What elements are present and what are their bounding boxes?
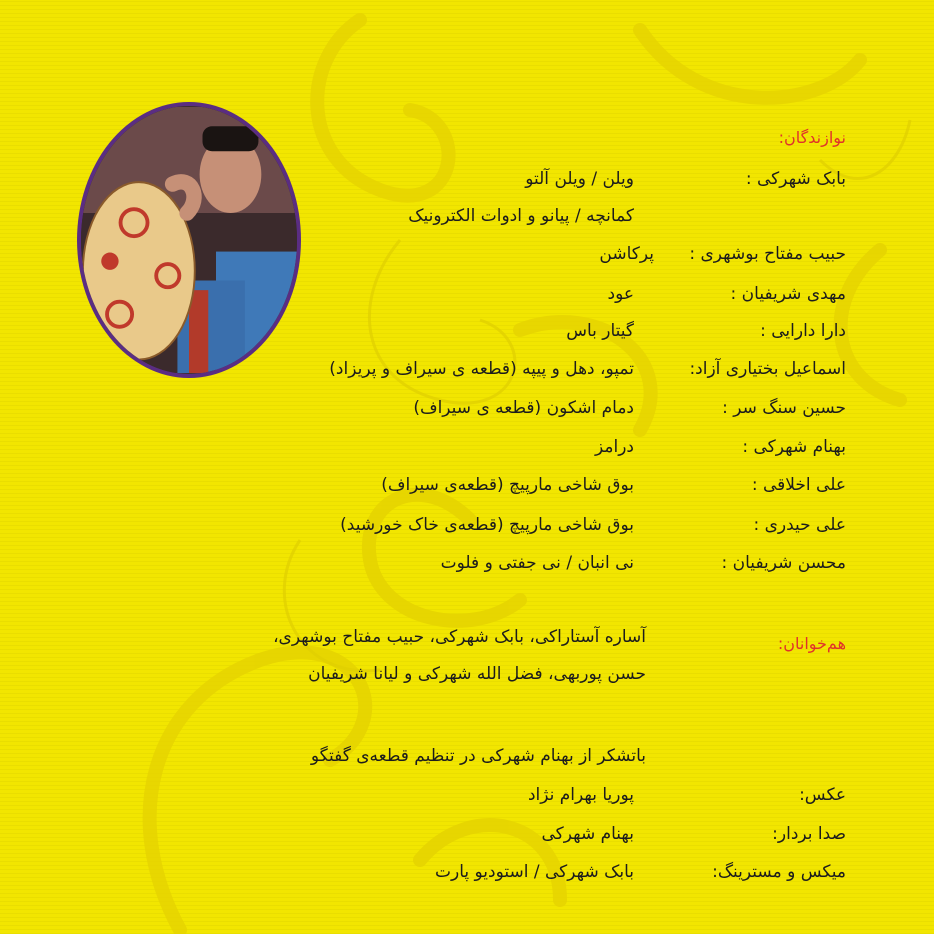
musician-name: اسماعیل بختیاری آزاد:	[689, 359, 846, 379]
musician-role: دمام اشکون (قطعه ی سیراف)	[413, 398, 634, 418]
musician-role: پرکاشن	[599, 244, 654, 264]
portrait-image	[81, 106, 297, 374]
musician-role: نی انبان / نی جفتی و فلوت	[440, 553, 634, 573]
musician-name: علی حیدری :	[753, 515, 846, 535]
chorus-line: حسن پوربهی، فضل الله شهرکی و لیانا شریفیان	[308, 664, 646, 684]
musician-name: بهنام شهرکی :	[742, 437, 846, 457]
musician-name: علی اخلاقی :	[751, 475, 846, 495]
musician-name: بابک شهرکی :	[745, 169, 846, 189]
musician-portrait	[77, 102, 301, 378]
musician-name: حسین سنگ سر :	[722, 398, 846, 418]
musician-name: محسن شریفیان :	[721, 553, 846, 573]
musicians-heading: نوازندگان:	[778, 128, 846, 147]
musician-name: دارا دارایی :	[760, 321, 846, 341]
musician-role: بوق شاخی مارپیچ (قطعه‌ی خاک خورشید)	[340, 515, 634, 535]
musician-role: ویلن / ویلن آلتو	[525, 169, 634, 189]
musician-role: درامز	[595, 437, 634, 457]
credit-label: صدا بردار:	[772, 824, 846, 844]
chorus-heading: هم‌خوانان:	[777, 634, 846, 653]
credit-value: پوریا بهرام نژاد	[527, 785, 634, 805]
musician-name: مهدی شریفیان :	[730, 284, 846, 304]
musician-name: حبیب مفتاح بوشهری :	[689, 244, 846, 264]
musician-role: بوق شاخی مارپیچ (قطعه‌ی سیراف)	[381, 475, 634, 495]
musician-role: گیتار باس	[566, 321, 634, 341]
thanks-note: باتشکر از بهنام شهرکی در تنظیم قطعه‌ی گفتگو	[310, 746, 646, 766]
musician-role: کمانچه / پیانو و ادوات الکترونیک	[408, 206, 634, 226]
credit-label: عکس:	[799, 785, 846, 805]
credit-value: بهنام شهرکی	[541, 824, 634, 844]
musician-role: تمپو، دهل و پیپه (قطعه ی سیراف و پریزاد)	[329, 359, 634, 379]
credit-value: بابک شهرکی / استودیو پارت	[434, 862, 634, 882]
chorus-line: آساره آستاراکی، بابک شهرکی، حبیب مفتاح بوشهری،	[273, 627, 646, 647]
credit-label: میکس و مسترینگ:	[712, 862, 846, 882]
musician-role: عود	[607, 284, 634, 304]
